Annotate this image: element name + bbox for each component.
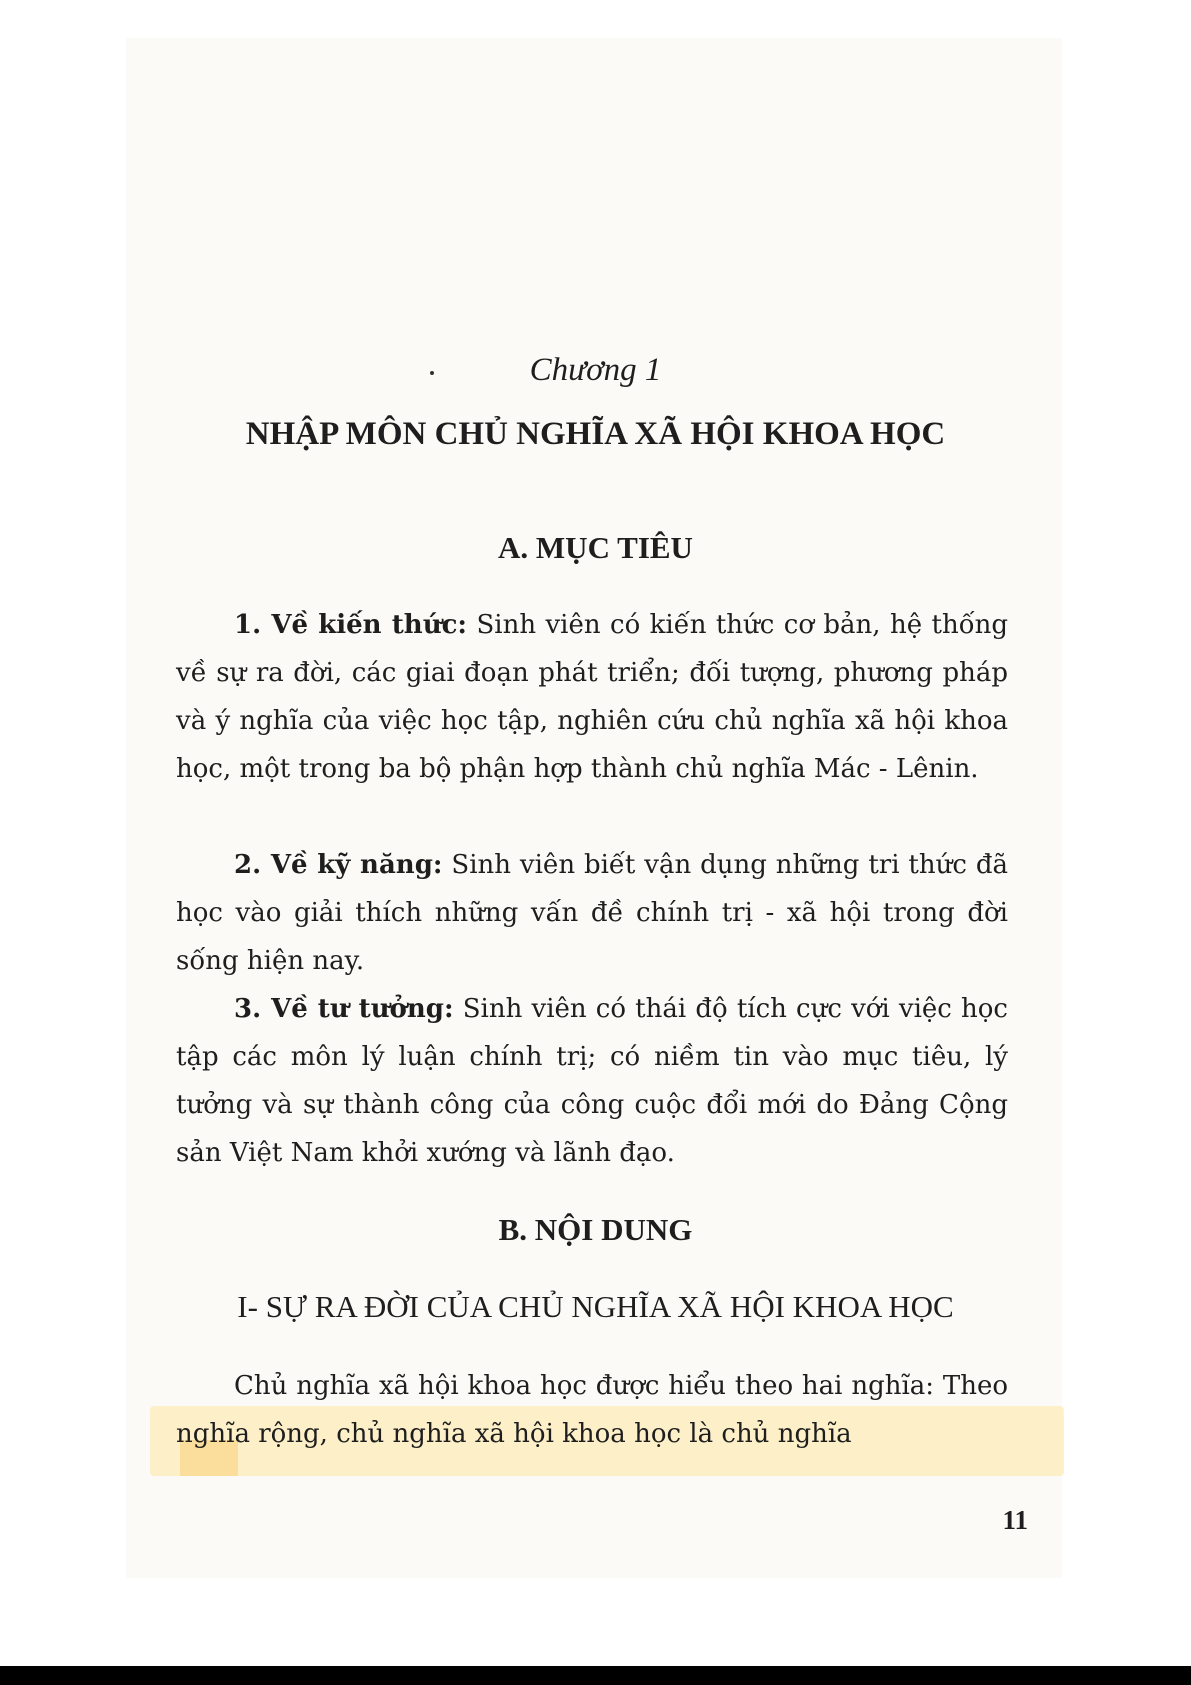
objective-text: Sinh viên biết vận dụng những tri thức đã học vào giải thích những vấn đề chính trị - xã hội trong đời sống hiện nay. xyxy=(176,850,1008,976)
objective-text: Sinh viên có kiến thức cơ bản, hệ thống về sự ra đời, các giai đoạn phát triển; đối tượng, phương pháp và ý nghĩa của việc học tập, nghiên cứu chủ nghĩa xã hội khoa học, một trong ba bộ phận hợp thành chủ nghĩa Mác - Lênin. xyxy=(176,610,1008,784)
chapter-label: Chương 1 xyxy=(529,352,662,388)
page-number: 11 xyxy=(1002,1505,1028,1535)
paper-sheet xyxy=(126,38,1062,1578)
objective-skills xyxy=(176,841,1008,985)
subsection-heading: I- SỰ RA ĐỜI CỦA CHỦ NGHĨA XÃ HỘI KHOA HỌC xyxy=(237,1289,954,1324)
objective-text: Sinh viên có thái độ tích cực với việc học tập các môn lý luận chính trị; có niềm tin vào mục tiêu, lý tưởng và sự thành công của công cuộc đổi mới do Đảng Cộng sản Việt Nam khởi xướng và lãnh đạo. xyxy=(176,994,1008,1168)
chapter-title: NHẬP MÔN CHỦ NGHĨA XÃ HỘI KHOA HỌC xyxy=(245,416,946,452)
objective-lead: 2. Về kỹ năng: xyxy=(234,850,443,880)
objective-knowledge xyxy=(176,601,1008,793)
objective-lead: 3. Về tư tưởng: xyxy=(234,994,454,1024)
objective-ideology xyxy=(176,985,1008,1177)
section-heading-content: B. NỘI DUNG xyxy=(498,1212,693,1247)
bottom-bar xyxy=(0,1666,1191,1685)
intro-paragraph: Chủ nghĩa xã hội khoa học được hiểu theo hai nghĩa: Theo nghĩa rộng, chủ nghĩa xã hội khoa học là chủ nghĩa xyxy=(176,1371,1008,1449)
objective-lead: 1. Về kiến thức: xyxy=(234,610,468,640)
section-heading-objectives: A. MỤC TIÊU xyxy=(498,530,693,565)
